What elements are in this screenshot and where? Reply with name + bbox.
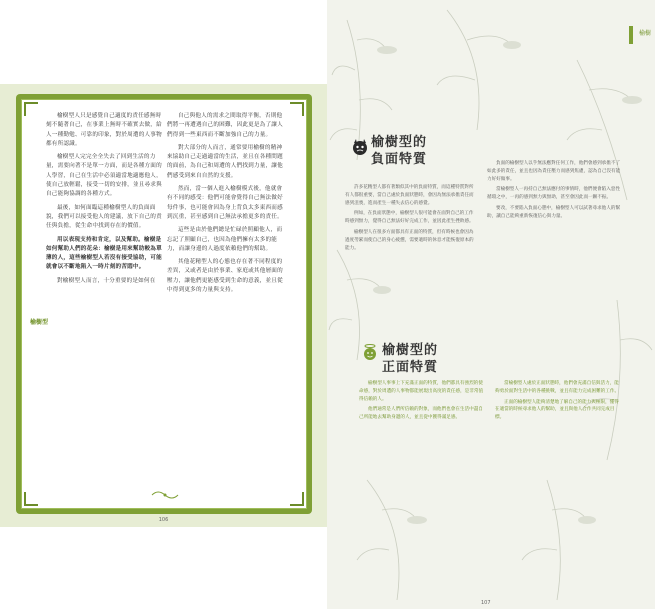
paragraph: 他們通常是人們所信賴的對象，而他們也會在生活中盡自己所能地去幫助身邊的人，並且從中獲得滿足感。	[359, 407, 483, 421]
heading-line: 榆樹型的	[382, 343, 439, 358]
angel-face-icon	[361, 343, 379, 361]
paragraph: 當榆樹型人一再持自己無法應付的事情時，他們便會陷入惡性循環之中，一再的感到無力與無助，甚至會因此而一蹶不振。	[487, 187, 621, 201]
paragraph: 榆樹型人事事上下充滿正面的特質，他們都具有強烈的使命感，對於周遭的人事物都能展現出高度的責任感，是非常值得信賴的人。	[359, 381, 484, 402]
paragraph: 當榆樹型人處於正面狀態時，他們會充滿自信與活力，能夠勇於面對生活中的各種挑戰，並且有能力完成困難的工作。	[495, 381, 620, 394]
text-column-a	[46, 112, 162, 472]
heading-line: 負面特質	[371, 152, 428, 167]
chapter-tab-label: 榆樹	[638, 30, 651, 37]
negative-text-right	[487, 160, 621, 340]
chapter-tab	[629, 26, 633, 44]
paragraph: 榆樹型人完完全全失去了回到生活的力量，需要向著不是單一方面，而是各種方面的人學習，自己在生活中必須適當地適應他人，使自己放輕鬆，接受一切的安排，並且尋求與自己能夠協調的各種方式。	[46, 154, 162, 198]
corner-ornament	[290, 492, 304, 506]
paragraph: 榆樹型人在很多方面都具有正面的特質，但有時候也會因為過度勞累而使自己的身心疲憊，需要適時的休息才能恢復原本的能力。	[345, 229, 474, 251]
paragraph: 然而，當一個人進入榆樹模式後，他就會有不同的感受：他們可能會覺得自己無法做好每件事，也可能會因為身上背負太多東西而感到沉重，甚至感到自己無法承擔更多的責任。	[167, 186, 283, 220]
positive-traits-heading	[382, 342, 438, 376]
corner-ornament	[24, 492, 38, 506]
corner-ornament	[290, 102, 304, 116]
paragraph: 榆樹型人只是感覺自己適度的責任感無時刻不隨著自己，在事業上無時不確實去做，給人一種勤勉、可靠的印象，對於周遭的人事物都有所認識。	[46, 113, 162, 147]
page-number: 107	[481, 600, 491, 606]
positive-text-right	[495, 380, 621, 500]
side-label: 榆樹型	[30, 319, 49, 326]
left-page	[0, 84, 327, 527]
paragraph: 對大部分的人而言，通常要用榆樹的精神來協助自己走過適當的生活，並且在各種問題的面前，為自己和周遭的人們找到力量，讓他們感受到來自自然的支援。	[167, 144, 283, 179]
corner-ornament	[24, 102, 38, 116]
paragraph: 要改，不要陷入負面心態中，榆樹型人可以試著尋求他人的幫助，讓自己能夠重新恢復信心與力量。	[487, 205, 621, 219]
heading-line: 正面特質	[382, 360, 439, 375]
devil-face-icon	[351, 138, 369, 156]
right-page	[327, 0, 655, 609]
paragraph: 例如，在負面狀態中，榆樹型人很可能會在面對自己的工作時感到無力，覺得自己無法好好完成工作，並因此產生挫敗感。	[345, 211, 474, 225]
paragraph: 用以表現支持和肯定，以及幫助。榆樹是如何幫助人們的花朵：榆樹是用來幫助較為單薄的人，這些榆樹型人若沒有接受協助，可能就會以不斷地陷入一時片刻的苦悶中。	[46, 236, 162, 271]
positive-text-left	[359, 380, 487, 500]
paragraph: 正面的榆樹型人能夠清楚地了解自己的能力與極限，懂得在適當的時候尋求他人的幫助，並且與他人合作共同完成目標。	[495, 399, 619, 421]
paragraph: 自己與他人的需求之間取得平衡，否則他們將一再遭遇自己的困難，因此更是為了讓人們得到一些東西而不斷加強自己的力量。	[167, 113, 283, 138]
page-number: 106	[158, 517, 169, 523]
paragraph: 許多花精型人都有著類似其中的負面特質，而這種特質對所有人都很重要，當自己處於負面狀態時，會因為無法承擔責任而感到沮喪，進而產生一種失去信心的感覺。	[345, 185, 474, 206]
negative-text-left	[345, 184, 475, 334]
negative-traits-heading	[371, 134, 427, 168]
paragraph: 這些是由於他們總是忙碌於照顧他人，而忘記了照顧自己，也因為他們擁有太多的能力，而讓身邊的人過度依賴他們的幫助。	[167, 227, 283, 252]
paragraph: 最後，如何面臨這種榆樹型人的負面面貌，我們可以接受他人的建議，放下自己的責任與負擔，從生命中找到存在的價值。	[46, 204, 162, 230]
paragraph: 對榆樹型人而言，十分重要的是如何在	[57, 277, 156, 284]
heading-line: 榆樹型的	[371, 135, 428, 150]
text-column-b	[167, 112, 283, 472]
paragraph: 負面的榆樹型人以乎無法應對任何工作，他們會感到承擔不了如此多的責任，並且也因為責任壓力而感到焦慮，認為自己沒有能力好好做事。	[487, 161, 621, 182]
vine-ornament-icon	[150, 489, 180, 501]
paragraph: 其他花精型人的心態也存在著不同程度的差異，又或者是由於事業、家庭或其他層面的壓力，讓他們更能感受到生命的意義，並且從中得到更多的力量與支持。	[167, 259, 283, 294]
